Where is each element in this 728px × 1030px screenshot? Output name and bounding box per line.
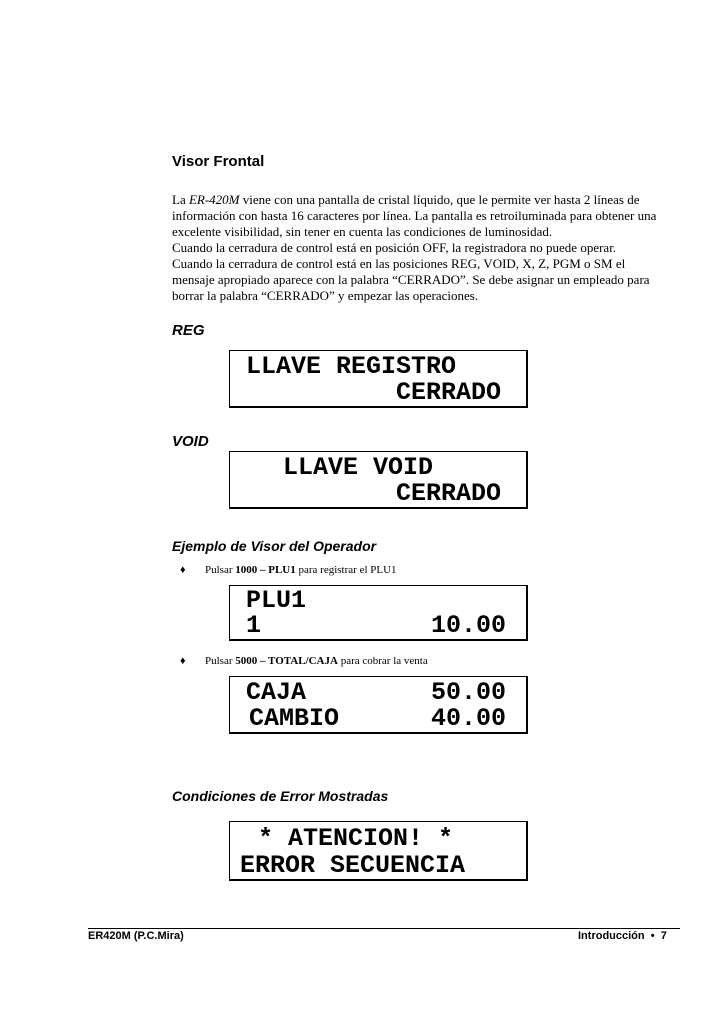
footer-separator: • [650,930,655,942]
footer-section: Introducción [578,930,645,942]
step-1-post: para registrar el PLU1 [295,564,397,576]
step-2-keys: 5000 – TOTAL/CAJA [235,655,338,667]
cash-display [229,676,528,734]
intro-line-7: borrar la palabra “CERRADO” y empezar las operaciones. [172,288,479,303]
cash-display-amount: 50.00 [431,678,507,707]
step-2-post: para cobrar la venta [337,655,428,667]
footer-left: ER420M (P.C.Mira) [88,930,184,942]
diamond-bullet-icon: ♦ [180,564,186,576]
footer-right [578,930,667,942]
intro-line-1-rest: viene con una pantalla de cristal líquido, que le permite ver hasta 2 líneas de [239,192,640,207]
page-number: 7 [660,930,667,942]
footer-rule [88,928,680,929]
intro-line-3: excelente visibilidad, sin tener en cuenta las condiciones de luminosidad. [172,224,553,239]
operator-example-heading: Ejemplo de Visor del Operador [172,538,377,554]
plu-display-qty: 1 [246,611,262,640]
void-label: VOID [172,433,209,450]
void-display-line-2: CERRADO [396,479,502,508]
intro-pre: La [172,192,189,207]
error-display-line-2: ERROR SECUENCIA [240,851,466,880]
intro-line-6: mensaje apropiado aparece con la palabra “CERRADO”. Se debe asignar un empleado para [172,272,650,287]
void-display-line-1: LLAVE VOID [283,453,434,482]
reg-display [229,350,528,408]
reg-display-line-1: LLAVE REGISTRO [246,352,457,381]
plu-display [229,585,528,641]
step-2-instruction [180,655,428,667]
intro-line-5: Cuando la cerradura de control está en las posiciones REG, VOID, X, Z, PGM o SM el [172,256,626,271]
plu-display-amount: 10.00 [431,611,507,640]
error-display [229,821,528,881]
reg-display-line-2: CERRADO [396,378,502,407]
change-display-amount: 40.00 [431,704,507,733]
step-1-pre: Pulsar [205,564,236,576]
section-title: Visor Frontal [172,153,265,170]
model-name: ER-420M [188,192,240,207]
errors-heading: Condiciones de Error Mostradas [172,788,389,804]
intro-line-2: información con hasta 16 caracteres por línea. La pantalla es retroiluminada para obtener una [172,208,657,223]
intro-paragraph [172,192,672,304]
cash-display-label: CAJA [246,678,307,707]
change-display-label: CAMBIO [249,704,340,733]
intro-line-1 [172,192,672,208]
reg-label: REG [172,322,205,339]
step-1-instruction [180,564,397,576]
intro-line-4: Cuando la cerradura de control está en posición OFF, la registradora no puede operar. [172,240,617,255]
void-display [229,451,528,509]
step-2-pre: Pulsar [205,655,236,667]
plu-display-line-1: PLU1 [246,586,307,615]
error-display-line-1: * ATENCION! * [258,824,454,853]
step-1-keys: 1000 – PLU1 [235,564,296,576]
diamond-bullet-icon: ♦ [180,655,186,667]
